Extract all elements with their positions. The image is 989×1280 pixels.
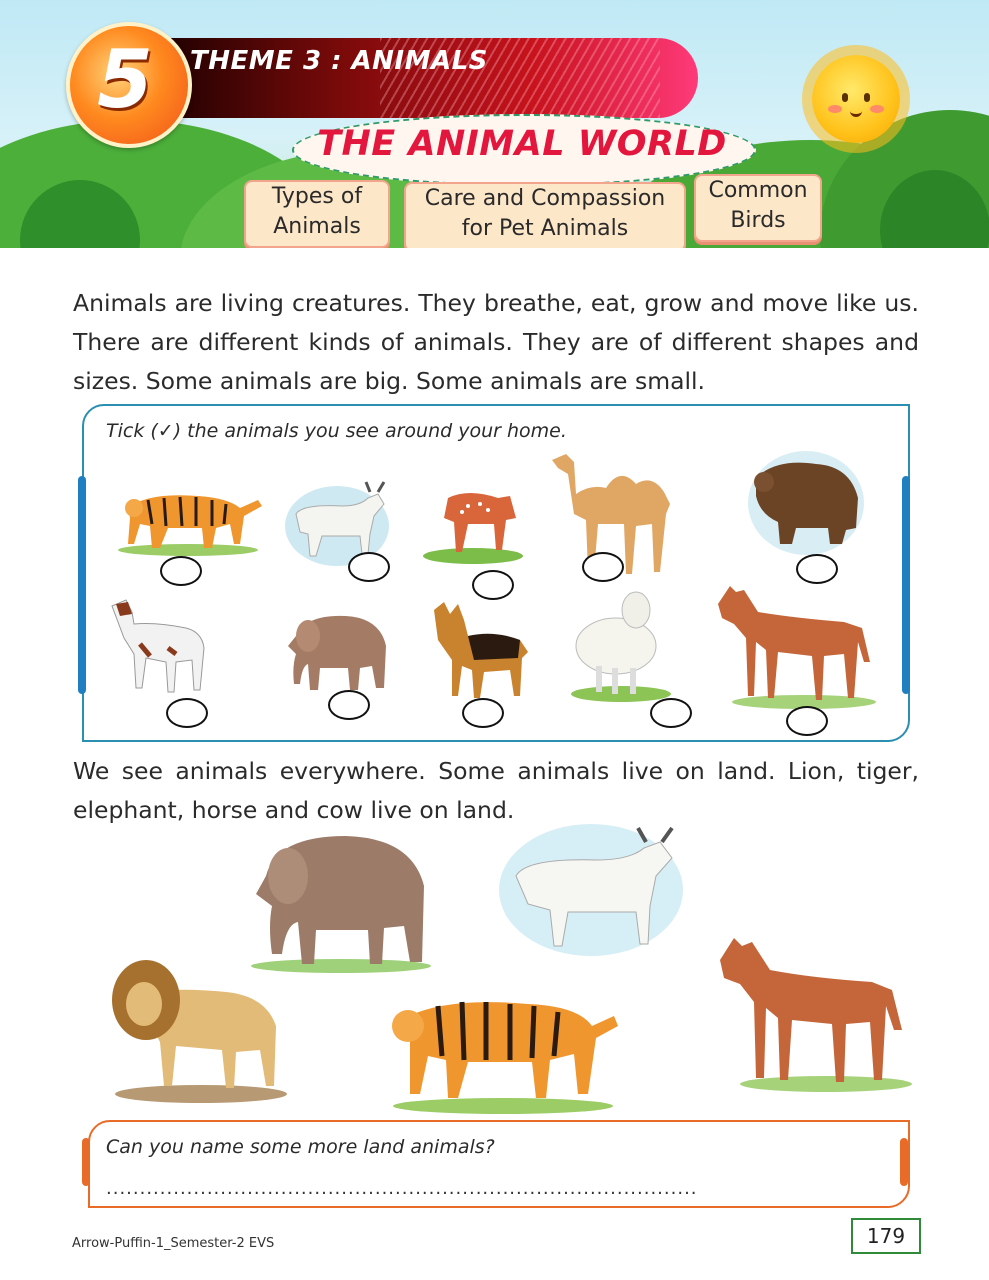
tick-circle-dog[interactable] — [462, 698, 504, 728]
page-number: 179 — [851, 1218, 921, 1254]
tag-line: Common — [708, 178, 808, 203]
tick-circle-elephant[interactable] — [328, 690, 370, 720]
tick-circle-horse[interactable] — [786, 706, 828, 736]
sun-icon — [812, 55, 900, 143]
deer-image — [418, 458, 528, 568]
tag-line: Birds — [730, 208, 786, 233]
tiger-large-image — [378, 976, 628, 1116]
answer-line[interactable]: ........................................................................................ — [106, 1178, 698, 1199]
activity-side-bar — [78, 476, 86, 694]
topic-tag-care — [404, 182, 686, 248]
book-title: Arrow-Puffin-1_Semester-2 EVS — [72, 1236, 275, 1251]
lion-image — [106, 946, 296, 1106]
question-side-bar — [82, 1138, 90, 1186]
cow-large-image — [496, 820, 686, 960]
tag-line: Care and Compassion — [424, 186, 666, 211]
tick-circle-tiger[interactable] — [160, 556, 202, 586]
tick-circle-goat[interactable] — [166, 698, 208, 728]
activity-side-bar — [902, 476, 910, 694]
tiger-image — [108, 478, 268, 558]
tick-circle-sheep[interactable] — [650, 698, 692, 728]
tick-circle-cow[interactable] — [348, 552, 390, 582]
page-title: THE ANIMAL WORLD — [317, 124, 727, 164]
horse-image — [714, 582, 884, 712]
chapter-number: 5 — [97, 33, 153, 126]
topic-tag-types — [244, 180, 390, 248]
header-banner — [0, 0, 989, 248]
elephant-image — [276, 606, 396, 696]
goat-image — [106, 594, 216, 704]
tick-circle-bear[interactable] — [796, 554, 838, 584]
dog-image — [424, 600, 534, 710]
intro-paragraph: Animals are living creatures. They breathe, eat, grow and move like us. There are different kinds of animals. They are of different shapes and sizes. Some animals are big. Some animals are small. — [73, 289, 919, 395]
land-paragraph: We see animals everywhere. Some animals live on land. Lion, tiger, elephant, horse and cow live on land. — [73, 757, 919, 824]
tag-line: for Pet Animals — [461, 216, 629, 241]
tick-circle-camel[interactable] — [582, 552, 624, 582]
tag-line: Animals — [273, 214, 361, 239]
topic-tag-birds — [694, 174, 822, 242]
tick-circle-deer[interactable] — [472, 570, 514, 600]
question-text: Can you name some more land animals? — [106, 1136, 495, 1158]
bear-image — [746, 448, 866, 558]
horse-large-image — [716, 934, 916, 1094]
tag-line: Types of — [271, 184, 363, 209]
tick-instruction: Tick (✓) the animals you see around your home. — [106, 420, 567, 442]
sheep-image — [566, 586, 676, 706]
question-side-bar — [900, 1138, 908, 1186]
theme-label: THEME 3 : ANIMALS — [190, 46, 488, 76]
